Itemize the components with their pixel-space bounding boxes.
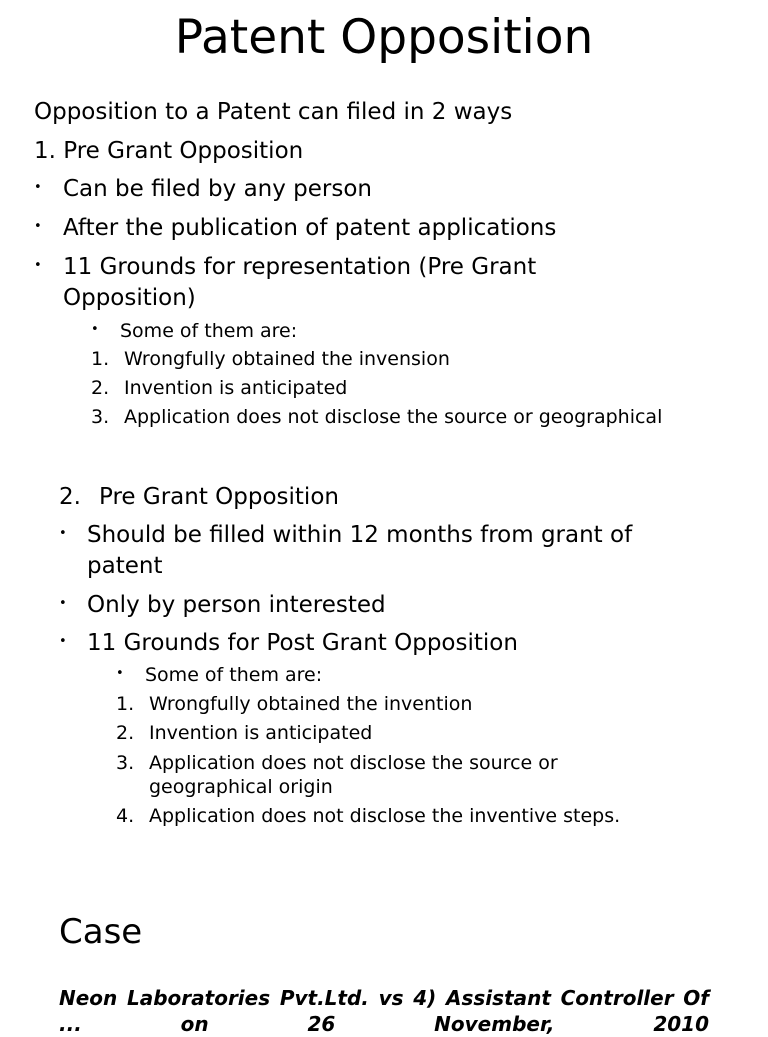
ground-text: Wrongfully obtained the invension: [124, 348, 450, 370]
section1-heading: 1. Pre Grant Opposition: [34, 138, 304, 164]
ground-text: Wrongfully obtained the invention: [149, 693, 473, 715]
case-citation: Neon Laboratories Pvt.Ltd. vs 4) Assistant Controller Of ... on 26 November, 2010: [59, 986, 709, 1036]
bullet-marker: •: [34, 219, 42, 234]
bullet-text-continued: patent: [87, 553, 163, 579]
ground-number: 4.: [116, 805, 135, 827]
bullet-text: Can be filed by any person: [63, 176, 372, 202]
ground-text-continued: geographical origin: [149, 776, 333, 798]
ground-text: Application does not disclose the source or geographical: [124, 406, 663, 428]
bullet-text: 11 Grounds for Post Grant Opposition: [87, 630, 518, 656]
bullet-marker: •: [59, 526, 67, 541]
bullet-marker: •: [59, 596, 67, 611]
bullet-marker: •: [116, 666, 124, 681]
page-title: Patent Opposition: [174, 10, 594, 65]
bullet-marker: •: [34, 180, 42, 195]
ground-number: 3.: [116, 752, 135, 774]
sublist-lead-text: Some of them are:: [145, 664, 323, 686]
ground-number: 1.: [116, 693, 135, 715]
bullet-text: Only by person interested: [87, 592, 386, 618]
section2-number: 2.: [59, 484, 81, 510]
bullet-marker: •: [91, 322, 99, 337]
ground-text: Application does not disclose the inventive steps.: [149, 805, 621, 827]
ground-text: Application does not disclose the source or: [149, 752, 558, 774]
bullet-text-continued: Opposition): [63, 285, 196, 311]
ground-number: 2.: [116, 722, 135, 744]
case-heading: Case: [59, 912, 143, 952]
bullet-marker: •: [34, 258, 42, 273]
ground-number: 3.: [91, 406, 110, 428]
intro-text: Opposition to a Patent can filed in 2 ways: [34, 99, 513, 125]
ground-text: Invention is anticipated: [149, 722, 373, 744]
bullet-text: After the publication of patent applications: [63, 215, 557, 241]
ground-text: Invention is anticipated: [124, 377, 348, 399]
bullet-marker: •: [59, 634, 67, 649]
ground-number: 1.: [91, 348, 110, 370]
ground-number: 2.: [91, 377, 110, 399]
bullet-text: Should be filled within 12 months from grant of: [87, 522, 633, 548]
section2-title: Pre Grant Opposition: [99, 484, 339, 510]
sublist-lead-text: Some of them are:: [120, 320, 298, 342]
bullet-text: 11 Grounds for representation (Pre Grant: [63, 254, 537, 280]
